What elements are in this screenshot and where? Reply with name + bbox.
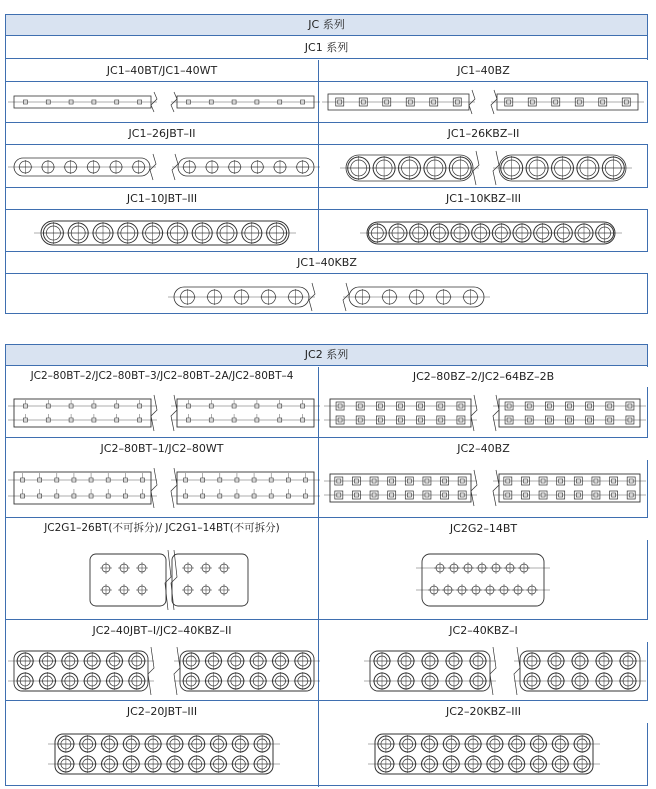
- label-jc2-20kbz-iii: JC2–20KBZ–III: [319, 701, 648, 723]
- drawing-outline: [172, 554, 248, 606]
- drawing-jc1-26jbt-ii: [14, 152, 314, 182]
- jc2-series-title: JC2 系列: [6, 345, 647, 366]
- break-line: [493, 470, 499, 506]
- drawing-outline: [177, 399, 314, 427]
- jc-series-panel: [5, 14, 648, 314]
- break-line: [490, 647, 496, 695]
- jc-series-title: JC 系列: [6, 15, 647, 36]
- drawing-jc1-40kbz: [174, 281, 484, 313]
- label-jc2-80bz: JC2–80BZ–2/JC2–64BZ–2B: [319, 367, 648, 387]
- drawing-outline: [14, 472, 151, 504]
- break-line: [151, 395, 157, 431]
- drawing-jc2g1: [90, 550, 250, 610]
- label-jc1-10jbt-iii: JC1–10JBT–III: [6, 188, 318, 210]
- break-line: [514, 647, 520, 695]
- drawing-jc2-80bz: [330, 393, 640, 433]
- label-jc1-26jbt-ii: JC1–26JBT–II: [6, 123, 318, 145]
- label-jc2-20jbt-iii: JC2–20JBT–III: [6, 701, 318, 723]
- label-jc2-40bz: JC2–40BZ: [319, 438, 648, 460]
- drawing-outline: [90, 554, 166, 606]
- drawing-outline: [499, 474, 640, 502]
- drawing-jc1-40bz: [328, 87, 638, 117]
- drawing-jc1-40bt: [14, 87, 314, 117]
- drawing-outline: [422, 554, 544, 606]
- break-line: [151, 468, 157, 508]
- jc1-series-title: JC1 系列: [6, 37, 647, 59]
- drawing-jc2-80bt: [14, 393, 314, 433]
- drawing-outline: [177, 472, 314, 504]
- label-jc2-40kbz-i: JC2–40KBZ–I: [319, 620, 648, 642]
- drawing-jc2-20jbt-iii: [54, 729, 274, 779]
- label-jc2g1: JC2G1–26BT(不可拆分)/ JC2G1–14BT(不可拆分): [6, 518, 318, 540]
- label-jc1-10kbz-iii: JC1–10KBZ–III: [319, 188, 648, 210]
- drawing-jc2-40bz: [330, 465, 640, 511]
- drawing-outline: [330, 399, 471, 427]
- drawing-jc1-10jbt-iii: [40, 217, 290, 249]
- break-line: [174, 647, 180, 695]
- drawing-jc2-20kbz-iii: [374, 729, 594, 779]
- break-line: [148, 647, 154, 695]
- label-jc2g2: JC2G2–14BT: [319, 518, 648, 540]
- drawing-jc2-40jbt-i: [14, 647, 314, 695]
- break-line: [493, 395, 499, 431]
- drawing-jc2-80bt-1: [14, 465, 314, 511]
- drawing-outline: [14, 651, 148, 691]
- break-line: [171, 468, 177, 508]
- drawing-jc2-40kbz-i: [370, 647, 640, 695]
- break-line: [471, 470, 477, 506]
- label-jc1-40kbz: JC1–40KBZ: [6, 252, 648, 274]
- drawing-outline: [14, 399, 151, 427]
- label-jc2-80bt: JC2–80BT–2/JC2–80BT–3/JC2–80BT–2A/JC2–80BT–4: [6, 367, 318, 387]
- label-jc2-80bt-1: JC2–80BT–1/JC2–80WT: [6, 438, 318, 460]
- drawing-outline: [499, 399, 640, 427]
- label-jc2-40jbt-i: JC2–40JBT–I/JC2–40KBZ–II: [6, 620, 318, 642]
- drawing-jc1-10kbz-iii: [366, 217, 616, 249]
- drawing-jc2g2: [418, 550, 548, 610]
- break-line: [471, 395, 477, 431]
- jc2-series-panel: [5, 344, 648, 786]
- label-jc1-40bz: JC1–40BZ: [319, 60, 648, 82]
- drawing-outline: [330, 474, 471, 502]
- label-jc1-26kbz-ii: JC1–26KBZ–II: [319, 123, 648, 145]
- break-line: [171, 395, 177, 431]
- drawing-jc1-26kbz-ii: [346, 152, 626, 184]
- drawing-outline: [180, 651, 314, 691]
- label-jc1-40bt: JC1–40BT/JC1–40WT: [6, 60, 318, 82]
